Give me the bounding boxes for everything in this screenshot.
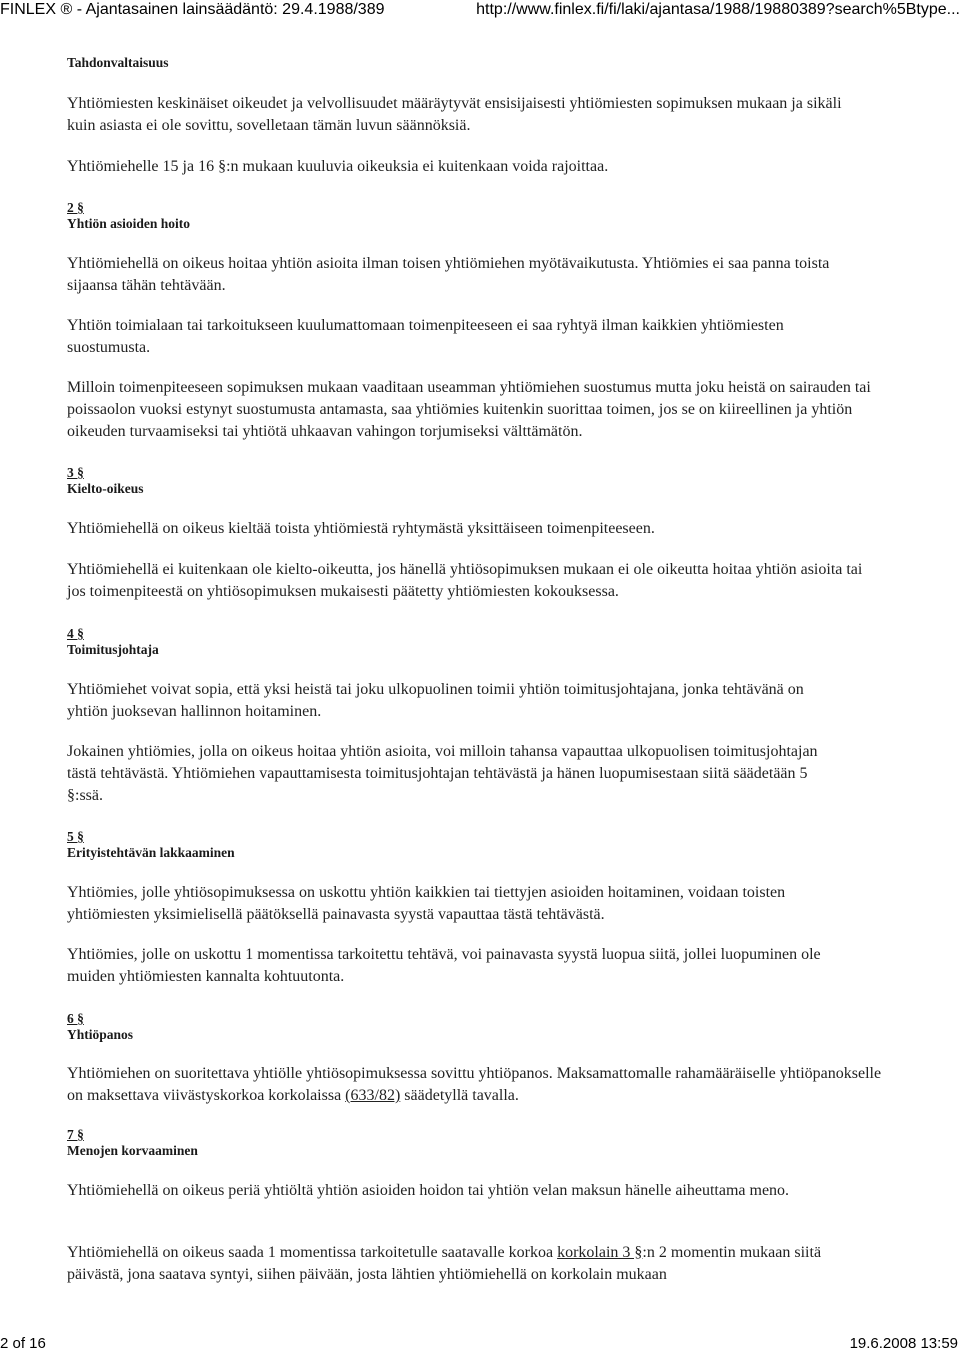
section-2-paragraph-2: Yhtiön toimialaan tai tarkoitukseen kuulumattomaan toimenpiteeseen ei saa ryhtyä ilman kaikkien yhtiömiesten suostumusta. (67, 317, 784, 356)
header-title: FINLEX ® - Ajantasainen lainsäädäntö: 29.4.1988/389 (0, 1, 385, 18)
section-7-paragraph-1: Yhtiömiehellä on oikeus periä yhtiöltä yhtiön asioiden hoidon tai yhtiön velan maksun hänelle aiheuttama meno. (67, 1182, 790, 1199)
section-number[interactable]: 7 § (67, 1127, 84, 1142)
section-3-paragraph-1: Yhtiömiehellä on oikeus kieltää toista yhtiömiestä ryhtymästä yksittäiseen toimenpiteeseen. (67, 520, 655, 537)
section-4 (67, 626, 897, 659)
section-number[interactable]: 3 § (67, 465, 84, 480)
section-4-paragraph-1: Yhtiömiehet voivat sopia, että yksi heistä tai joku ulkopuolinen toimii yhtiön toimitusjohtajana, jonka tehtävänä on yhtiön juoksevan hallinnon hoitaminen. (67, 681, 804, 720)
section-7 (67, 1127, 897, 1160)
section-7-paragraph-2: Yhtiömiehellä on oikeus saada 1 momentissa tarkoitetulle saatavalle korkoa korkolain 3 §:n 2 momentin mukaan siitä päivästä, jona saatava syntyi, siihen päivään, josta lähtien yhtiömiehellä on korkolain mukaan (67, 1244, 822, 1283)
section-6-paragraph-1: Yhtiömiehen on suoritettava yhtiölle yhtiösopimuksessa sovittu yhtiöpanos. Maksamattomalle rahamääräiselle yhtiöpanokselle on maksettava viivästyskorkoa korkolaissa (633/82) säädetyllä tavalla. (67, 1065, 882, 1104)
section-3 (67, 465, 897, 498)
print-datetime: 19.6.2008 13:59 (849, 1335, 958, 1352)
section-6 (67, 1011, 897, 1044)
intro-paragraph-1: Yhtiömiesten keskinäiset oikeudet ja velvollisuudet määräytyvät ensisijaisesti yhtiömiesten sopimuksen mukaan ja sikäli kuin asiasta ei ole sovittu, sovelletaan tämän luvun säännöksiä. (67, 95, 842, 134)
section-5 (67, 829, 897, 862)
section-heading: Erityistehtävän lakkaaminen (67, 845, 235, 860)
section-4-paragraph-2: Jokainen yhtiömies, jolla on oikeus hoitaa yhtiön asioita, voi milloin tahansa vapauttaa ulkopuolisen toimitusjohtajan tästä tehtävästä. Yhtiömiehen vapauttamisesta toimitusjohtajan tehtävästä ja hänen luopumisestaan siitä säädetään 5 §:ssä. (67, 743, 818, 804)
section-number[interactable]: 5 § (67, 829, 84, 844)
section-heading: Menojen korvaaminen (67, 1143, 198, 1158)
section-2-paragraph-1: Yhtiömiehellä on oikeus hoitaa yhtiön asioita ilman toisen yhtiömiehen myötävaikutusta. Yhtiömies ei saa panna toista sijaansa tähän tehtävään. (67, 255, 830, 294)
section-2 (67, 200, 897, 233)
section-5-paragraph-2: Yhtiömies, jolle on uskottu 1 momentissa tarkoitettu tehtävä, voi painavasta syystä luopua siitä, jollei luopuminen ole muiden yhtiömiesten kannalta kohtuutonta. (67, 946, 821, 985)
intro-paragraph-2: Yhtiömiehelle 15 ja 16 §:n mukaan kuuluvia oikeuksia ei kuitenkaan voida rajoittaa. (67, 158, 609, 175)
header-url: http://www.finlex.fi/fi/laki/ajantasa/1988/19880389?search%5Btype... (476, 1, 960, 18)
section-heading: Yhtiön asioiden hoito (67, 216, 191, 231)
section-2-paragraph-3: Milloin toimenpiteeseen sopimuksen mukaan vaaditaan useamman yhtiömiehen suostumus mutta joku heistä on sairauden tai poissaolon vuoksi estynyt suostumusta antamasta, saa yhtiömies kuitenkin suorittaa toimen, jos se on kiireellinen ja yhtiön oikeuden turvaamiseksi tai yhtiötä uhkaavan vahingon torjumiseksi välttämätön. (67, 379, 871, 440)
section-heading: Yhtiöpanos (67, 1027, 134, 1042)
section-title-tahdonvaltaisuus: Tahdonvaltaisuus (67, 55, 169, 70)
section-3-paragraph-2: Yhtiömiehellä ei kuitenkaan ole kielto-oikeutta, jos hänellä yhtiösopimuksen mukaan ei ole oikeutta hoitaa yhtiön asioita tai jos toimenpiteestä on yhtiösopimuksen mukaisesti päätetty yhtiömiesten kokouksessa. (67, 561, 863, 600)
section-number[interactable]: 6 § (67, 1011, 84, 1026)
section-heading: Kielto-oikeus (67, 481, 144, 496)
law-reference-link[interactable]: korkolain 3 § (557, 1244, 643, 1261)
section-5-paragraph-1: Yhtiömies, jolle yhtiösopimuksessa on uskottu yhtiön kaikkien tai tiettyjen asioiden hoitaminen, voidaan toisten yhtiömiesten yksimielisellä päätöksellä painavasta syystä vapauttaa tästä tehtävästä. (67, 884, 786, 923)
print-footer (0, 1332, 960, 1352)
page-indicator: 2 of 16 (0, 1335, 46, 1352)
section-number[interactable]: 2 § (67, 200, 84, 215)
section-heading: Toimitusjohtaja (67, 642, 159, 657)
print-header (0, 0, 960, 24)
section-number[interactable]: 4 § (67, 626, 84, 641)
law-reference-link[interactable]: (633/82) (345, 1087, 401, 1104)
